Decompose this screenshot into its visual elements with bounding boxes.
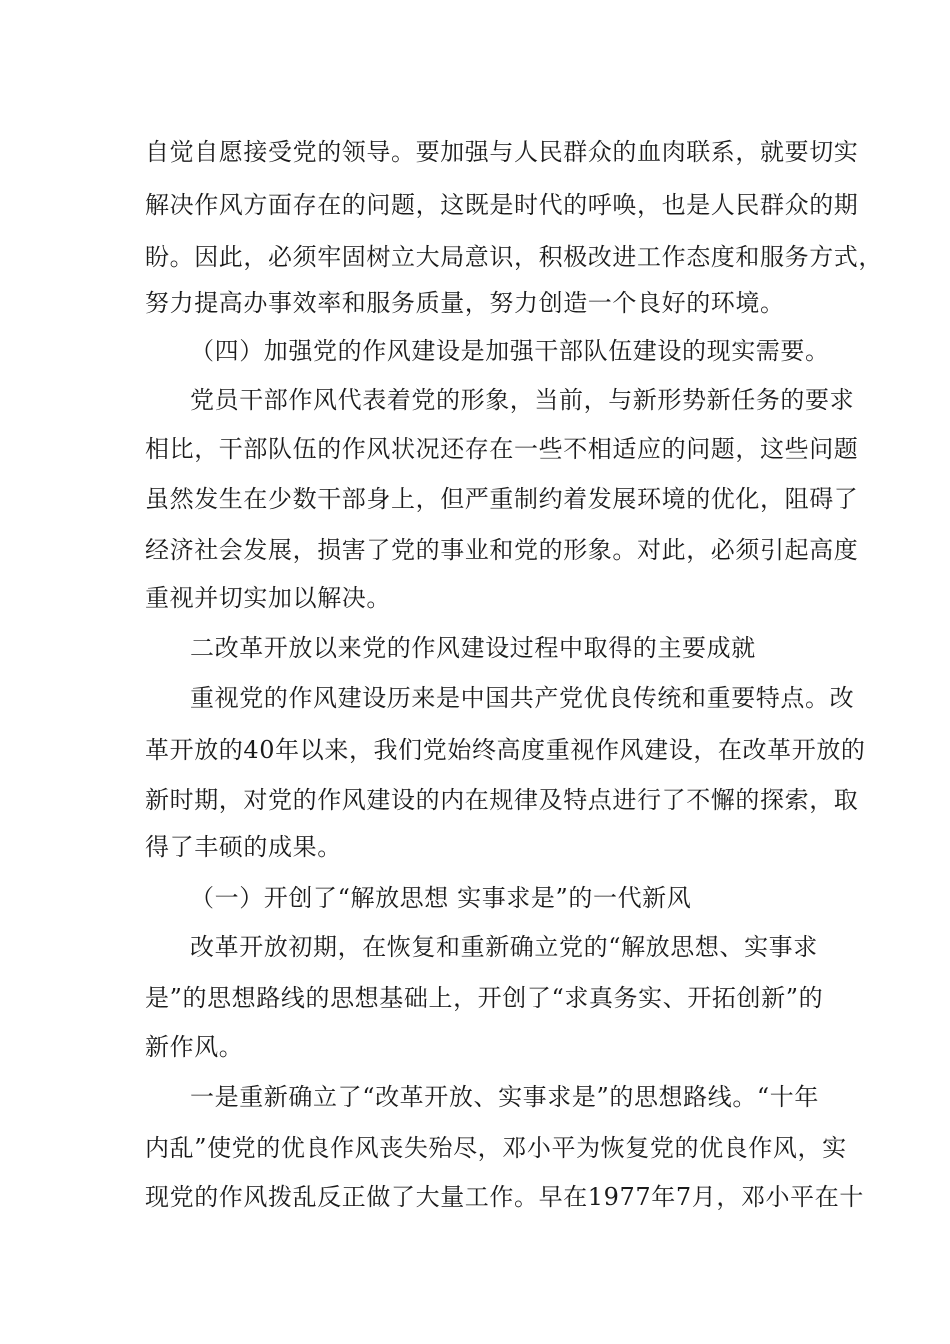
paragraph-line: 努力提高办事效率和服务质量，努力创造一个良好的环境。 [145, 289, 785, 317]
paragraph-line: 虽然发生在少数干部身上，但严重制约着发展环境的优化，阻碍了 [145, 485, 859, 513]
paragraph-line: 现党的作风拨乱反正做了大量工作。早在1977年7月，邓小平在十 [145, 1183, 864, 1211]
paragraph-line: 自觉自愿接受党的领导。要加强与人民群众的血肉联系，就要切实 [145, 138, 859, 166]
paragraph-line: 革开放的40年以来，我们党始终高度重视作风建设，在改革开放的 [145, 736, 866, 764]
section-heading: 二改革开放以来党的作风建设过程中取得的主要成就 [190, 634, 756, 662]
paragraph-line: 新作风。 [145, 1033, 244, 1061]
paragraph-line: 经济社会发展，损害了党的事业和党的形象。对此，必须引起高度 [145, 536, 859, 564]
paragraph-line: 解决作风方面存在的问题，这既是时代的呼唤，也是人民群众的期 [145, 191, 859, 219]
paragraph-line: 重视并切实加以解决。 [145, 584, 391, 612]
paragraph-line: 盼。因此，必须牢固树立大局意识，积极改进工作态度和服务方式， [145, 243, 883, 271]
paragraph-line: 一是重新确立了“改革开放、实事求是”的思想路线。“十年 [190, 1083, 820, 1111]
paragraph-line: 改革开放初期，在恢复和重新确立党的“解放思想、实事求 [190, 933, 818, 961]
paragraph-line: 得了丰硕的成果。 [145, 833, 342, 861]
paragraph-line: 党员干部作风代表着党的形象，当前，与新形势新任务的要求 [190, 386, 855, 414]
paragraph-line: 重视党的作风建设历来是中国共产党优良传统和重要特点。改 [190, 684, 855, 712]
paragraph-line: 是”的思想路线的思想基础上，开创了“求真务实、开拓创新”的 [145, 984, 824, 1012]
paragraph-line: 新时期，对党的作风建设的内在规律及特点进行了不懈的探索，取 [145, 786, 859, 814]
section-heading: （一）开创了“解放思想 实事求是”的一代新风 [190, 884, 692, 912]
section-heading: （四）加强党的作风建设是加强干部队伍建设的现实需要。 [190, 337, 830, 365]
paragraph-line: 内乱”使党的优良作风丧失殆尽，邓小平为恢复党的优良作风，实 [145, 1134, 847, 1162]
paragraph-line: 相比，干部队伍的作风状况还存在一些不相适应的问题，这些问题 [145, 435, 859, 463]
